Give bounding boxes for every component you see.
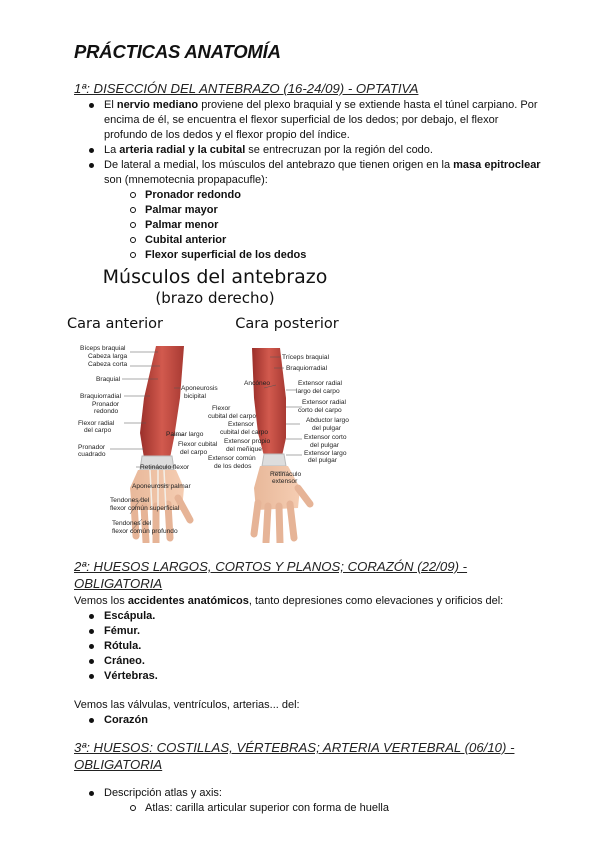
section3-bullets — [74, 786, 544, 801]
list-item: Palmar mayor — [74, 203, 544, 218]
label: Tendones del — [110, 497, 150, 504]
list-item: Cráneo. — [74, 654, 544, 669]
section2-intro2: Vemos las válvulas, ventrículos, arterias... del: — [74, 699, 300, 711]
list-item: Vértebras. — [74, 669, 544, 684]
label: Palmar largo — [166, 431, 204, 438]
list-item: Flexor superficial de los dedos — [74, 248, 544, 263]
figure-subtitle: (brazo derecho) — [155, 289, 275, 307]
label: flexor común profundo — [112, 528, 178, 535]
label: extensor — [272, 478, 298, 485]
label: Ancóneo — [244, 380, 271, 387]
section1-heading: 1ª: DISECCIÓN DEL ANTEBRAZO (16-24/09) - OPTATIVA — [74, 81, 419, 96]
list-item: Descripción atlas y axis: — [74, 786, 544, 801]
label: largo del carpo — [296, 388, 340, 395]
label: redondo — [94, 408, 119, 415]
forearm-muscles-illustration — [74, 338, 374, 543]
label: Tríceps braquial — [282, 354, 330, 361]
list-item: Pronador redondo — [74, 188, 544, 203]
label: Bíceps braquial — [80, 345, 126, 352]
list-item: La arteria radial y la cubital se entrecruzan por la región del codo. — [74, 143, 544, 158]
section1-body — [74, 98, 544, 263]
label: flexor común superficial — [110, 505, 180, 512]
section1-bullets — [74, 98, 544, 188]
section3-body — [74, 786, 544, 816]
label: cubital del carpo — [220, 429, 269, 436]
section1-subitems — [74, 188, 544, 263]
label: bicipital — [184, 393, 206, 400]
section2-bones — [74, 609, 544, 684]
list-item: El nervio mediano proviene del plexo braquial y se extiende hasta el túnel carpiano. Por encima de él, se encuentra el flexor superficial de los dedos; por debajo, el flexor profundo de los dedos y el flexor propio del índice. — [74, 98, 544, 143]
label: Tendones del — [112, 520, 152, 527]
figure-right-caption: Cara posterior — [235, 316, 339, 332]
label: Cabeza corta — [88, 361, 128, 368]
section2-heart — [74, 713, 544, 728]
label: Braquiorradial — [286, 365, 328, 372]
label: cuadrado — [78, 451, 106, 458]
label: del pulgar — [312, 425, 341, 432]
label: Pronador — [92, 401, 120, 408]
label: Aponeurosis palmar — [132, 483, 191, 490]
figure-title: Músculos del antebrazo — [102, 266, 328, 288]
label: del meñique — [226, 446, 262, 453]
section3-subitems — [74, 801, 544, 816]
label: Extensor largo — [304, 450, 347, 457]
section2-heading: 2ª: HUESOS LARGOS, CORTOS Y PLANOS; CORAZÓN (22/09) - OBLIGATORIA — [74, 559, 468, 591]
label: de los dedos — [214, 463, 252, 470]
label: Extensor común — [208, 455, 256, 462]
section2-body — [74, 594, 544, 728]
list-item: Palmar menor — [74, 218, 544, 233]
label: Flexor — [212, 405, 231, 412]
label: Extensor corto — [304, 434, 347, 441]
label: Retináculo flexor — [140, 464, 190, 471]
label: Abductor largo — [306, 417, 349, 424]
label: Extensor propio — [224, 438, 271, 445]
page-title: PRÁCTICAS ANATOMÍA — [74, 41, 281, 62]
label: del pulgar — [308, 457, 337, 464]
label: Extensor radial — [298, 380, 342, 387]
label: Extensor — [228, 421, 255, 428]
list-item: Corazón — [74, 713, 544, 728]
section3-heading: 3ª: HUESOS: COSTILLAS, VÉRTEBRAS; ARTERIA VERTEBRAL (06/10) - OBLIGATORIA — [74, 740, 515, 772]
label: corto del carpo — [298, 407, 342, 414]
label: Retináculo — [270, 471, 302, 478]
label: Flexor cubital — [178, 441, 218, 448]
label: Cabeza larga — [88, 353, 128, 360]
label: Braquial — [96, 376, 121, 383]
label: del carpo — [84, 427, 112, 434]
label: Braquiorradial — [80, 393, 122, 400]
list-item: De lateral a medial, los músculos del antebrazo que tienen origen en la masa epitroclear son (mnemotecnia propapacufle): — [74, 158, 544, 188]
list-item: Atlas: carilla articular superior con forma de huella — [74, 801, 544, 816]
figure-left-caption: Cara anterior — [67, 316, 163, 332]
list-item: Rótula. — [74, 639, 544, 654]
label: Aponeurosis — [181, 385, 218, 392]
section2-intro: Vemos los accidentes anatómicos, tanto depresiones como elevaciones y orificios del: — [74, 595, 504, 607]
label: Flexor radial — [78, 420, 115, 427]
label: del carpo — [180, 449, 208, 456]
label: cubital del carpo — [208, 413, 257, 420]
list-item: Cubital anterior — [74, 233, 544, 248]
label: Pronador — [78, 444, 106, 451]
label: del pulgar — [310, 442, 339, 449]
list-item: Escápula. — [74, 609, 544, 624]
label: Extensor radial — [302, 399, 346, 406]
list-item: Fémur. — [74, 624, 544, 639]
